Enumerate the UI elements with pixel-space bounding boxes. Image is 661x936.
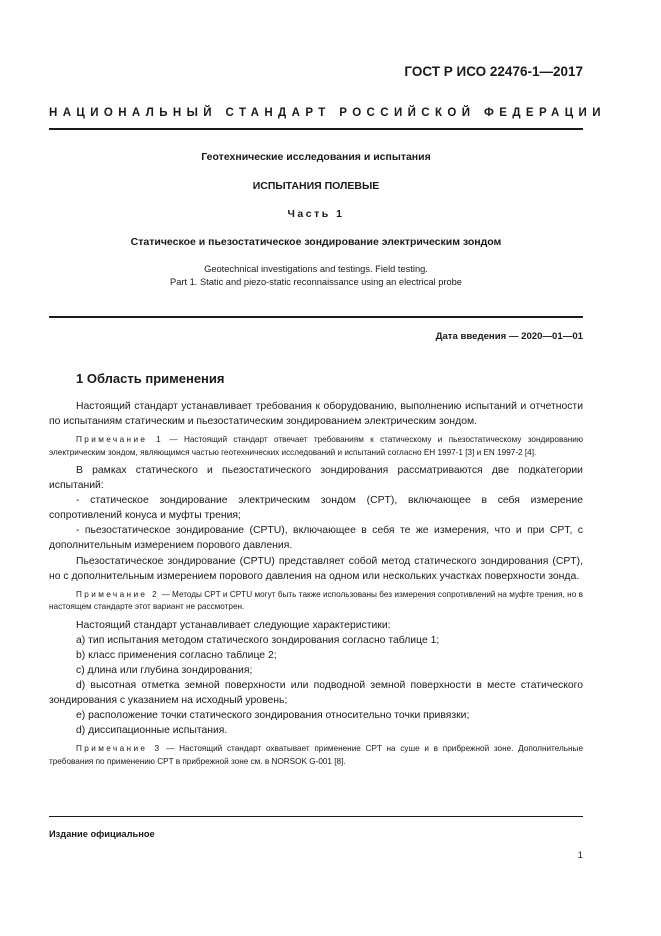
national-standard-heading: НАЦИОНАЛЬНЫЙ СТАНДАРТ РОССИЙСКОЙ ФЕДЕРАЦИИ <box>49 107 606 119</box>
footer-divider <box>49 816 583 817</box>
list-item: c) длина или глубина зондирования; <box>76 664 253 676</box>
list-item: d) диссипационные испытания. <box>76 725 228 737</box>
introduction-date: Дата введения — 2020—01—01 <box>435 331 583 342</box>
note-2-text: — Методы CPT и CPTU могут быть также использованы без измерения сопротивлений на муфте трения, но в настоящем стандарте этот вариант не рассмотрен. <box>49 589 583 612</box>
subtitle: Статическое и пьезостатическое зондирование электрическим зондом <box>130 236 502 248</box>
paragraph-subcategories: В рамках статического и пьезостатического зондирования рассматриваются две подкатегории испытаний: <box>49 465 583 492</box>
note-1-text: — Настоящий стандарт отвечает требованиям к статическому и пьезостатическому зондированию электрическим зондом, являющимся частью геотехнических исследований и испытаний согласно ЕН 1997-1 [3] и EN 1997-2 [4]. <box>49 435 583 457</box>
note-1 <box>49 434 583 459</box>
field-tests-title: ИСПЫТАНИЯ ПОЛЕВЫЕ <box>252 180 380 192</box>
list-item-cpt: - статическое зондирование электрическим зондом (CPT), включающее в себя измерение сопротивлений конуса и муфты трения; <box>49 495 583 522</box>
list-item: d) высотная отметка земной поверхности или подводной земной поверхности в месте статического зондирования с указанием на исходный уровень; <box>49 679 583 707</box>
edition-label: Издание официальное <box>49 829 155 839</box>
list-item: e) расположение точки статического зондирования относительно точки привязки; <box>76 710 470 722</box>
note-3 <box>49 743 583 768</box>
note-1-label: Примечание 1 <box>76 435 164 445</box>
top-divider <box>49 128 583 130</box>
list-item: b) класс применения согласно таблице 2; <box>76 649 277 661</box>
section-heading: 1 Область применения <box>76 371 225 386</box>
paragraph-cptu-definition: Пьезостатическое зондирование (CPTU) представляет собой метод статического зондирования (CPT), но с дополнительным измерением порового давления на одном или нескольких участках поверхности зонда. <box>49 555 583 582</box>
note-3-text: — Настоящий стандарт охватывает применение CPT на суше и в прибрежной зоне. Дополнительные требования по применению CPT в прибрежной зоне см. в NORSOK G-001 [8]. <box>49 744 583 766</box>
list-item-cptu: - пьезостатическое зондирование (CPTU), включающее в себя те же измерения, что и при CPT, с дополнительным измерением порового давления. <box>49 525 583 552</box>
main-title: Геотехнические исследования и испытания <box>201 151 431 163</box>
middle-divider <box>49 316 583 318</box>
note-2-label: Примечание 2 <box>76 589 160 599</box>
document-number: ГОСТ Р ИСО 22476-1—2017 <box>404 64 583 79</box>
paragraph-characteristics: Настоящий стандарт устанавливает следующие характеристики: <box>76 619 391 631</box>
paragraph-scope: Настоящий стандарт устанавливает требования к оборудованию, выполнению испытаний и отчетности по испытаниям статическим и пьезостатическим зондированием электрическим зондом. <box>49 401 583 428</box>
english-title-line-2: Part 1. Static and piezo-static reconnaissance using an electrical probe <box>170 277 462 287</box>
note-3-label: Примечание 3 <box>76 744 162 754</box>
section-body <box>49 399 583 772</box>
list-item: a) тип испытания методом статического зондирования согласно таблице 1; <box>76 634 440 646</box>
note-2 <box>49 589 583 614</box>
part-label: Часть 1 <box>287 208 345 220</box>
english-title-line-1: Geotechnical investigations and testings. Field testing. <box>204 264 428 274</box>
page-number: 1 <box>577 850 583 861</box>
